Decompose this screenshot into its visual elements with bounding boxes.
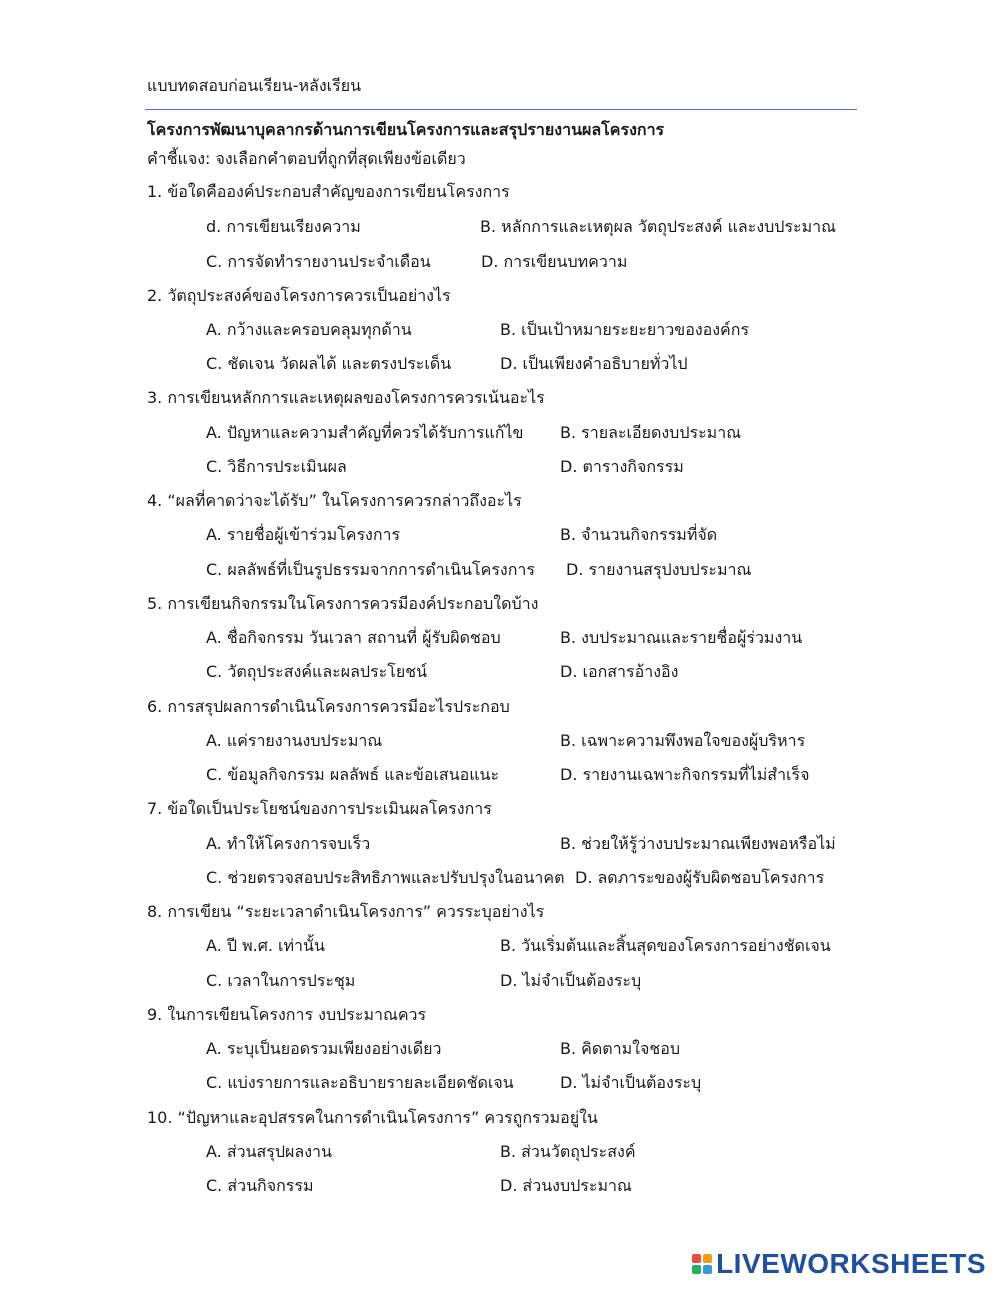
question-1: 1. ข้อใดคือองค์ประกอบสำคัญของการเขียนโครงการ [147,182,510,201]
question-8: 8. การเขียน “ระยะเวลาดำเนินโครงการ” ควรระบุอย่างไร [147,902,545,921]
q8-option-c[interactable]: C. เวลาในการประชุม [206,971,356,990]
question-2: 2. วัตถุประสงค์ของโครงการควรเป็นอย่างไร [147,286,451,305]
q10-option-a[interactable]: A. ส่วนสรุปผลงาน [206,1142,332,1161]
q5-option-a[interactable]: A. ชื่อกิจกรรม วันเวลา สถานที่ ผู้รับผิดชอบ [206,628,501,647]
question-4: 4. “ผลที่คาดว่าจะได้รับ” ในโครงการควรกล่าวถึงอะไร [147,491,522,510]
q7-option-c[interactable]: C. ช่วยตรวจสอบประสิทธิภาพและปรับปรุงในอนาคต [206,868,565,887]
q5-option-b[interactable]: B. งบประมาณและรายชื่อผู้ร่วมงาน [560,628,803,647]
q9-option-c[interactable]: C. แบ่งรายการและอธิบายรายละเอียดชัดเจน [206,1073,514,1092]
q3-option-c[interactable]: C. วิธีการประเมินผล [206,457,347,476]
q6-option-a[interactable]: A. แค่รายงานงบประมาณ [206,731,383,750]
logo-text: LIVEWORKSHEETS [716,1248,986,1279]
q6-option-b[interactable]: B. เฉพาะความพึงพอใจของผู้บริหาร [560,731,806,750]
liveworksheets-logo [692,1248,986,1280]
q1-option-b[interactable]: B. หลักการและเหตุผล วัตถุประสงค์ และงบประมาณ [480,217,837,236]
q2-option-b[interactable]: B. เป็นเป้าหมายระยะยาวขององค์กร [500,320,750,339]
instructions: คำชี้แจง: จงเลือกคำตอบที่ถูกที่สุดเพียงข้อเดียว [147,149,466,168]
question-3: 3. การเขียนหลักการและเหตุผลของโครงการควรเน้นอะไร [147,388,545,407]
q10-option-b[interactable]: B. ส่วนวัตถุประสงค์ [500,1142,636,1161]
question-7: 7. ข้อใดเป็นประโยชน์ของการประเมินผลโครงการ [147,799,492,818]
q7-option-b[interactable]: B. ช่วยให้รู้ว่างบประมาณเพียงพอหรือไม่ [560,834,836,853]
q5-option-d[interactable]: D. เอกสารอ้างอิง [560,662,679,681]
question-9: 9. ในการเขียนโครงการ งบประมาณควร [147,1005,427,1024]
question-5: 5. การเขียนกิจกรรมในโครงการควรมีองค์ประกอบใดบ้าง [147,594,539,613]
q9-option-d[interactable]: D. ไม่จำเป็นต้องระบุ [560,1073,702,1092]
q7-option-d[interactable]: D. ลดภาระของผู้รับผิดชอบโครงการ [575,868,825,887]
q2-option-c[interactable]: C. ชัดเจน วัดผลได้ และตรงประเด็น [206,354,452,373]
q5-option-c[interactable]: C. วัตถุประสงค์และผลประโยชน์ [206,662,428,681]
q3-option-a[interactable]: A. ปัญหาและความสำคัญที่ควรได้รับการแก้ไข [206,423,524,442]
q2-option-a[interactable]: A. กว้างและครอบคลุมทุกด้าน [206,320,412,339]
q8-option-a[interactable]: A. ปี พ.ศ. เท่านั้น [206,936,325,955]
worksheet-title: โครงการพัฒนาบุคลากรด้านการเขียนโครงการและสรุปรายงานผลโครงการ [147,120,665,139]
q4-option-a[interactable]: A. รายชื่อผู้เข้าร่วมโครงการ [206,525,401,544]
q10-option-c[interactable]: C. ส่วนกิจกรรม [206,1176,314,1195]
worksheet-header: แบบทดสอบก่อนเรียน-หลังเรียน [147,76,362,95]
q1-option-a[interactable]: d. การเขียนเรียงความ [206,217,361,236]
q1-option-c[interactable]: C. การจัดทำรายงานประจำเดือน [206,252,431,271]
question-6: 6. การสรุปผลการดำเนินโครงการควรมีอะไรประกอบ [147,697,510,716]
q10-option-d[interactable]: D. ส่วนงบประมาณ [500,1176,632,1195]
q8-option-d[interactable]: D. ไม่จำเป็นต้องระบุ [500,971,642,990]
q6-option-d[interactable]: D. รายงานเฉพาะกิจกรรมที่ไม่สำเร็จ [560,765,810,784]
q7-option-a[interactable]: A. ทำให้โครงการจบเร็ว [206,834,371,853]
question-10: 10. “ปัญหาและอุปสรรคในการดำเนินโครงการ” ควรถูกรวมอยู่ใน [147,1108,598,1127]
q4-option-d[interactable]: D. รายงานสรุปงบประมาณ [566,560,752,579]
header-divider [145,109,857,110]
q1-option-d[interactable]: D. การเขียนบทความ [481,252,628,271]
q4-option-b[interactable]: B. จำนวนกิจกรรมที่จัด [560,525,718,544]
q3-option-d[interactable]: D. ตารางกิจกรรม [560,457,684,476]
logo-tiles-icon [692,1254,712,1274]
q3-option-b[interactable]: B. รายละเอียดงบประมาณ [560,423,742,442]
q9-option-a[interactable]: A. ระบุเป็นยอดรวมเพียงอย่างเดียว [206,1039,442,1058]
q4-option-c[interactable]: C. ผลลัพธ์ที่เป็นรูปธรรมจากการดำเนินโครงการ [206,560,535,579]
q6-option-c[interactable]: C. ข้อมูลกิจกรรม ผลลัพธ์ และข้อเสนอแนะ [206,765,500,784]
q9-option-b[interactable]: B. คิดตามใจชอบ [560,1039,680,1058]
q2-option-d[interactable]: D. เป็นเพียงคำอธิบายทั่วไป [500,354,688,373]
q8-option-b[interactable]: B. วันเริ่มต้นและสิ้นสุดของโครงการอย่างชัดเจน [500,936,831,955]
